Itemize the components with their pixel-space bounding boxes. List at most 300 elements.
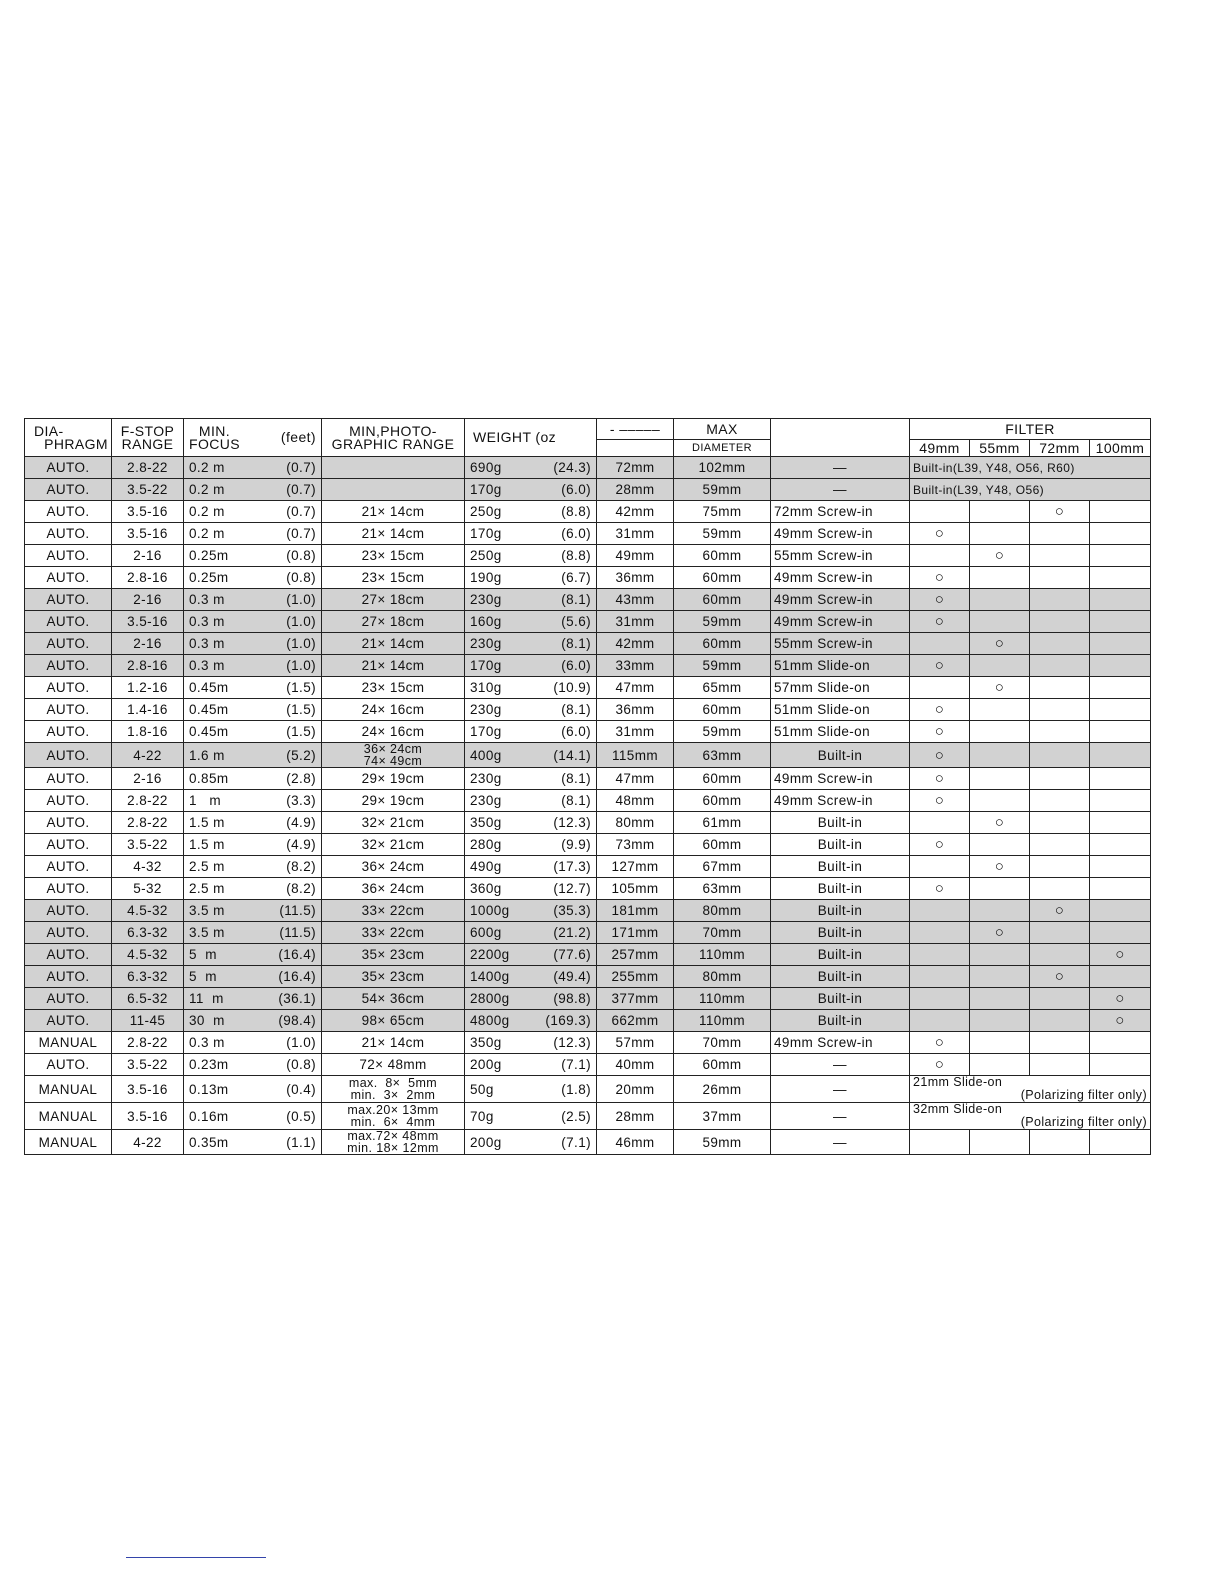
cell-filter-72 bbox=[1030, 1130, 1090, 1155]
attachment-value: 49mm Screw-in bbox=[774, 771, 873, 786]
fstop-value: 2.8-22 bbox=[127, 815, 168, 830]
cell-photo-range bbox=[322, 589, 465, 611]
max-diameter-value: 60mm bbox=[702, 548, 742, 563]
cell-attachment bbox=[771, 699, 910, 721]
cell-filter-72 bbox=[1030, 900, 1090, 922]
length-value: 31mm bbox=[615, 526, 655, 541]
weight-value: 170g bbox=[470, 482, 502, 497]
photo-range-value: 21× 14cm bbox=[361, 504, 425, 519]
weight-value: 2800g bbox=[470, 991, 510, 1006]
cell-length bbox=[597, 633, 674, 655]
cell-attachment bbox=[771, 721, 910, 743]
cell-filter-49 bbox=[910, 655, 970, 677]
cell-filter-49 bbox=[910, 988, 970, 1010]
weight-value: 230g bbox=[470, 771, 502, 786]
length-value: 40mm bbox=[615, 1057, 655, 1072]
table-row bbox=[25, 878, 1151, 900]
weight-oz: (6.0) bbox=[561, 724, 591, 739]
max-diameter-value: 59mm bbox=[702, 614, 742, 629]
fstop-value: 2-16 bbox=[133, 636, 162, 651]
fstop-value: 5-32 bbox=[133, 881, 162, 896]
cell-filter-100 bbox=[1090, 790, 1151, 812]
cell-weight bbox=[465, 479, 597, 501]
max-diameter-value: 59mm bbox=[702, 526, 742, 541]
weight-oz: (8.1) bbox=[561, 702, 591, 717]
cell-fstop bbox=[112, 944, 184, 966]
cell-filter-49 bbox=[910, 699, 970, 721]
max-diameter-value: 60mm bbox=[702, 636, 742, 651]
weight-oz: (12.3) bbox=[553, 815, 591, 830]
cell-filter-72 bbox=[1030, 655, 1090, 677]
cell-diaphragm bbox=[25, 790, 112, 812]
cell-length bbox=[597, 1010, 674, 1032]
circle-icon: ○ bbox=[1115, 946, 1125, 963]
cell-filter-55 bbox=[970, 922, 1030, 944]
weight-oz: (6.7) bbox=[561, 570, 591, 585]
cell-max-diameter bbox=[674, 523, 771, 545]
weight-oz: (2.5) bbox=[561, 1108, 591, 1124]
photo-range-value: 23× 15cm bbox=[361, 548, 425, 563]
cell-filter-49 bbox=[910, 922, 970, 944]
cell-min-focus bbox=[184, 922, 322, 944]
diaphragm-value: AUTO. bbox=[46, 570, 90, 585]
cell-fstop bbox=[112, 922, 184, 944]
table-row bbox=[25, 922, 1151, 944]
min-focus-feet: (16.4) bbox=[278, 969, 316, 984]
table-body bbox=[25, 457, 1151, 1155]
cell-weight bbox=[465, 611, 597, 633]
cell-attachment bbox=[771, 743, 910, 768]
fstop-value: 2.8-16 bbox=[127, 658, 168, 673]
max-diameter-value: 26mm bbox=[702, 1081, 742, 1097]
min-focus-value: 0.13m bbox=[189, 1081, 229, 1097]
cell-filter-72 bbox=[1030, 768, 1090, 790]
cell-length bbox=[597, 834, 674, 856]
cell-length bbox=[597, 523, 674, 545]
cell-filter-100 bbox=[1090, 633, 1151, 655]
cell-length bbox=[597, 1130, 674, 1155]
weight-value: 350g bbox=[470, 1035, 502, 1050]
cell-fstop bbox=[112, 856, 184, 878]
min-focus-value: 0.2 m bbox=[189, 504, 225, 519]
cell-min-focus bbox=[184, 812, 322, 834]
cell-length bbox=[597, 545, 674, 567]
cell-filter-55 bbox=[970, 988, 1030, 1010]
table-row bbox=[25, 856, 1151, 878]
cell-weight bbox=[465, 1076, 597, 1103]
cell-fstop bbox=[112, 1032, 184, 1054]
length-value: 255mm bbox=[611, 969, 659, 984]
col-min-focus-label bbox=[189, 422, 240, 452]
cell-filter-100 bbox=[1090, 655, 1151, 677]
min-focus-feet: (4.9) bbox=[286, 837, 316, 852]
cell-max-diameter bbox=[674, 1130, 771, 1155]
cell-attachment bbox=[771, 1130, 910, 1155]
cell-filter-100 bbox=[1090, 545, 1151, 567]
diaphragm-value: AUTO. bbox=[46, 969, 90, 984]
cell-filter-72 bbox=[1030, 1054, 1090, 1076]
cell-filter-49 bbox=[910, 834, 970, 856]
cell-fstop bbox=[112, 501, 184, 523]
cell-diaphragm bbox=[25, 567, 112, 589]
min-focus-value: 0.85m bbox=[189, 771, 229, 786]
cell-diaphragm bbox=[25, 699, 112, 721]
cell-length bbox=[597, 743, 674, 768]
cell-attachment bbox=[771, 1103, 910, 1130]
length-value: 73mm bbox=[615, 837, 655, 852]
min-focus-value: 1.6 m bbox=[189, 747, 225, 763]
min-focus-value: 5 m bbox=[189, 969, 217, 984]
cell-filter-100 bbox=[1090, 567, 1151, 589]
circle-icon: ○ bbox=[934, 880, 945, 897]
fstop-value: 3.5-16 bbox=[127, 504, 168, 519]
cell-weight bbox=[465, 655, 597, 677]
cell-fstop bbox=[112, 768, 184, 790]
col-diaphragm-l1: DIA- bbox=[34, 422, 64, 439]
table-row bbox=[25, 545, 1151, 567]
attachment-value: 51mm Slide-on bbox=[774, 658, 870, 673]
cell-diaphragm bbox=[25, 988, 112, 1010]
attachment-value: Built-in bbox=[817, 815, 863, 830]
diaphragm-value: AUTO. bbox=[46, 680, 90, 695]
cell-attachment bbox=[771, 457, 910, 479]
length-value: 48mm bbox=[615, 793, 655, 808]
min-focus-value: 0.2 m bbox=[189, 460, 225, 475]
length-value: 42mm bbox=[615, 636, 655, 651]
cell-filter-49 bbox=[910, 721, 970, 743]
attachment-value: — bbox=[833, 460, 847, 475]
circle-icon: ○ bbox=[934, 613, 945, 630]
min-focus-feet: (1.5) bbox=[286, 680, 316, 695]
cell-fstop bbox=[112, 900, 184, 922]
weight-value: 400g bbox=[470, 747, 502, 763]
table-row bbox=[25, 1076, 1151, 1103]
diaphragm-value: AUTO. bbox=[46, 881, 90, 896]
cell-diaphragm bbox=[25, 834, 112, 856]
length-value: 72mm bbox=[615, 460, 655, 475]
diaphragm-value: AUTO. bbox=[46, 460, 90, 475]
table-row bbox=[25, 1054, 1151, 1076]
diaphragm-value: AUTO. bbox=[46, 636, 90, 651]
cell-attachment bbox=[771, 922, 910, 944]
cell-max-diameter bbox=[674, 1054, 771, 1076]
cell-filter-49 bbox=[910, 900, 970, 922]
table-header bbox=[25, 419, 1151, 457]
cell-max-diameter bbox=[674, 768, 771, 790]
cell-filter-49 bbox=[910, 501, 970, 523]
cell-filter-note bbox=[910, 1103, 1151, 1130]
min-focus-feet: (98.4) bbox=[278, 1013, 316, 1028]
cell-diaphragm bbox=[25, 878, 112, 900]
cell-attachment bbox=[771, 567, 910, 589]
circle-icon: ○ bbox=[1115, 990, 1125, 1007]
cell-filter-55 bbox=[970, 545, 1030, 567]
min-focus-value: 3.5 m bbox=[189, 903, 225, 918]
cell-fstop bbox=[112, 721, 184, 743]
col-photo-range-l1: MIN,PHOTO- bbox=[349, 422, 437, 439]
min-focus-value: 2.5 m bbox=[189, 881, 225, 896]
cell-attachment bbox=[771, 655, 910, 677]
cell-filter-100 bbox=[1090, 1130, 1151, 1155]
cell-filter-72 bbox=[1030, 1010, 1090, 1032]
max-diameter-value: 60mm bbox=[702, 702, 742, 717]
cell-photo-range bbox=[322, 523, 465, 545]
min-focus-feet: (16.4) bbox=[278, 947, 316, 962]
length-value: 181mm bbox=[611, 903, 659, 918]
cell-filter-72 bbox=[1030, 1032, 1090, 1054]
weight-value: 1400g bbox=[470, 969, 510, 984]
cell-min-focus bbox=[184, 501, 322, 523]
min-focus-feet: (11.5) bbox=[279, 925, 316, 940]
cell-filter-55 bbox=[970, 743, 1030, 768]
attachment-value: — bbox=[833, 1134, 847, 1150]
circle-icon: ○ bbox=[934, 657, 945, 674]
attachment-value: Built-in bbox=[817, 747, 863, 763]
cell-filter-49 bbox=[910, 1010, 970, 1032]
weight-value: 200g bbox=[470, 1057, 502, 1072]
cell-weight bbox=[465, 812, 597, 834]
cell-weight bbox=[465, 1103, 597, 1130]
cell-max-diameter bbox=[674, 567, 771, 589]
cell-length bbox=[597, 589, 674, 611]
min-focus-value: 0.35m bbox=[189, 1134, 229, 1150]
cell-fstop bbox=[112, 611, 184, 633]
cell-photo-range bbox=[322, 1130, 465, 1155]
diaphragm-value: AUTO. bbox=[46, 859, 90, 874]
cell-min-focus bbox=[184, 1076, 322, 1103]
min-focus-value: 0.25m bbox=[189, 570, 229, 585]
filter-size-72: 72mm bbox=[1030, 440, 1090, 457]
length-value: 20mm bbox=[615, 1081, 655, 1097]
cell-fstop bbox=[112, 699, 184, 721]
cell-length bbox=[597, 1076, 674, 1103]
length-value: 36mm bbox=[615, 702, 655, 717]
min-focus-value: 0.2 m bbox=[189, 526, 225, 541]
lens-spec-table bbox=[24, 418, 1151, 1155]
max-diameter-value: 59mm bbox=[702, 724, 742, 739]
diaphragm-value: AUTO. bbox=[46, 903, 90, 918]
min-focus-value: 0.3 m bbox=[189, 658, 225, 673]
cell-max-diameter bbox=[674, 834, 771, 856]
col-fstop-l1: F-STOP bbox=[120, 422, 175, 439]
length-value: 115mm bbox=[611, 747, 658, 763]
max-diameter-value: 60mm bbox=[702, 771, 742, 786]
cell-filter-55 bbox=[970, 1130, 1030, 1155]
weight-oz: (8.1) bbox=[561, 592, 591, 607]
cell-filter-55 bbox=[970, 567, 1030, 589]
weight-oz: (7.1) bbox=[561, 1134, 591, 1150]
fstop-value: 2-16 bbox=[133, 592, 162, 607]
cell-length bbox=[597, 1054, 674, 1076]
cell-max-diameter bbox=[674, 545, 771, 567]
cell-filter-100 bbox=[1090, 944, 1151, 966]
cell-filter-100 bbox=[1090, 501, 1151, 523]
cell-min-focus bbox=[184, 966, 322, 988]
cell-min-focus bbox=[184, 611, 322, 633]
cell-diaphragm bbox=[25, 856, 112, 878]
weight-oz: (8.1) bbox=[561, 793, 591, 808]
fstop-value: 3.5-16 bbox=[127, 1081, 168, 1097]
cell-photo-range bbox=[322, 567, 465, 589]
max-diameter-value: 60mm bbox=[702, 1057, 742, 1072]
cell-fstop bbox=[112, 633, 184, 655]
cell-fstop bbox=[112, 812, 184, 834]
length-value: 662mm bbox=[611, 1013, 659, 1028]
cell-diaphragm bbox=[25, 1054, 112, 1076]
cell-filter-72 bbox=[1030, 567, 1090, 589]
max-diameter-value: 70mm bbox=[702, 925, 742, 940]
min-focus-feet: (0.7) bbox=[286, 460, 316, 475]
cell-weight bbox=[465, 699, 597, 721]
length-value: 33mm bbox=[615, 658, 655, 673]
min-focus-feet: (1.0) bbox=[286, 636, 316, 651]
cell-weight bbox=[465, 501, 597, 523]
cell-max-diameter bbox=[674, 988, 771, 1010]
cell-filter-55 bbox=[970, 1010, 1030, 1032]
length-value: 28mm bbox=[615, 482, 655, 497]
fstop-value: 2.8-22 bbox=[127, 1035, 168, 1050]
cell-min-focus bbox=[184, 1054, 322, 1076]
min-focus-feet: (0.8) bbox=[286, 548, 316, 563]
weight-oz: (6.0) bbox=[561, 526, 591, 541]
cell-fstop bbox=[112, 743, 184, 768]
cell-filter-100 bbox=[1090, 878, 1151, 900]
table-row bbox=[25, 768, 1151, 790]
table-row bbox=[25, 677, 1151, 699]
cell-attachment bbox=[771, 1032, 910, 1054]
photo-range-value-2: min. 3× 2mm bbox=[350, 1088, 436, 1102]
fstop-value: 6.5-32 bbox=[127, 991, 168, 1006]
cell-attachment bbox=[771, 523, 910, 545]
cell-filter-49 bbox=[910, 1130, 970, 1155]
photo-range-value: 32× 21cm bbox=[361, 837, 425, 852]
cell-attachment bbox=[771, 834, 910, 856]
cell-filter-100 bbox=[1090, 1032, 1151, 1054]
cell-diaphragm bbox=[25, 655, 112, 677]
filter-builtin-value: Built-in(L39, Y48, O56, R60) bbox=[913, 460, 1075, 475]
cell-min-focus bbox=[184, 768, 322, 790]
cell-length bbox=[597, 988, 674, 1010]
cell-attachment bbox=[771, 944, 910, 966]
cell-min-focus bbox=[184, 655, 322, 677]
cell-filter-100 bbox=[1090, 699, 1151, 721]
cell-filter-55 bbox=[970, 812, 1030, 834]
cell-filter-100 bbox=[1090, 922, 1151, 944]
cell-length bbox=[597, 479, 674, 501]
cell-filter-100 bbox=[1090, 523, 1151, 545]
table-row bbox=[25, 633, 1151, 655]
cell-filter-49 bbox=[910, 743, 970, 768]
weight-oz: (12.3) bbox=[553, 1035, 591, 1050]
circle-icon: ○ bbox=[1115, 1012, 1125, 1029]
weight-oz: (12.7) bbox=[553, 881, 591, 896]
min-focus-value: 0.3 m bbox=[189, 614, 225, 629]
fstop-value: 2.8-16 bbox=[127, 570, 168, 585]
table-row bbox=[25, 743, 1151, 768]
cell-fstop bbox=[112, 1054, 184, 1076]
diaphragm-value: AUTO. bbox=[46, 1013, 90, 1028]
cell-max-diameter bbox=[674, 1032, 771, 1054]
cell-photo-range bbox=[322, 479, 465, 501]
fstop-value: 1.2-16 bbox=[127, 680, 168, 695]
weight-value: 190g bbox=[470, 570, 502, 585]
photo-range-value: 32× 21cm bbox=[361, 815, 425, 830]
circle-icon: ○ bbox=[1054, 902, 1065, 919]
filter-size-49: 49mm bbox=[910, 440, 970, 457]
cell-filter-49 bbox=[910, 523, 970, 545]
cell-filter-72 bbox=[1030, 743, 1090, 768]
cell-filter-55 bbox=[970, 677, 1030, 699]
cell-filter-49 bbox=[910, 790, 970, 812]
cell-photo-range bbox=[322, 1076, 465, 1103]
cell-attachment bbox=[771, 988, 910, 1010]
length-value: 171mm bbox=[611, 925, 659, 940]
cell-filter-100 bbox=[1090, 988, 1151, 1010]
max-diameter-value: 110mm bbox=[698, 947, 745, 962]
cell-fstop bbox=[112, 1010, 184, 1032]
table-row bbox=[25, 589, 1151, 611]
cell-fstop bbox=[112, 655, 184, 677]
diaphragm-value: MANUAL bbox=[38, 1035, 98, 1050]
cell-filter-100 bbox=[1090, 768, 1151, 790]
cell-max-diameter bbox=[674, 1010, 771, 1032]
cell-diaphragm bbox=[25, 545, 112, 567]
table-row bbox=[25, 834, 1151, 856]
cell-photo-range bbox=[322, 812, 465, 834]
min-focus-value: 0.45m bbox=[189, 680, 229, 695]
attachment-value: — bbox=[833, 482, 847, 497]
cell-filter-100 bbox=[1090, 1010, 1151, 1032]
cell-length bbox=[597, 457, 674, 479]
diaphragm-value: AUTO. bbox=[46, 747, 90, 763]
cell-fstop bbox=[112, 878, 184, 900]
filter-note-l1: 32mm Slide-on bbox=[913, 1102, 1003, 1116]
diaphragm-value: AUTO. bbox=[46, 548, 90, 563]
cell-weight bbox=[465, 633, 597, 655]
cell-fstop bbox=[112, 523, 184, 545]
attachment-value: Built-in bbox=[817, 925, 863, 940]
circle-icon: ○ bbox=[934, 591, 945, 608]
cell-photo-range bbox=[322, 1032, 465, 1054]
cell-filter-55 bbox=[970, 944, 1030, 966]
attachment-value: 55mm Screw-in bbox=[774, 636, 873, 651]
length-value: 31mm bbox=[615, 614, 655, 629]
cell-photo-range bbox=[322, 966, 465, 988]
cell-filter-49 bbox=[910, 611, 970, 633]
cell-filter-100 bbox=[1090, 856, 1151, 878]
cell-attachment bbox=[771, 1010, 910, 1032]
cell-filter-49 bbox=[910, 589, 970, 611]
cell-weight bbox=[465, 1054, 597, 1076]
cell-weight bbox=[465, 856, 597, 878]
circle-icon: ○ bbox=[934, 701, 945, 718]
min-focus-value: 0.45m bbox=[189, 724, 229, 739]
col-diaphragm-l2: PHRAGM bbox=[44, 435, 108, 452]
cell-attachment bbox=[771, 479, 910, 501]
cell-min-focus bbox=[184, 900, 322, 922]
cell-filter-49 bbox=[910, 944, 970, 966]
cell-filter-49 bbox=[910, 966, 970, 988]
cell-photo-range bbox=[322, 834, 465, 856]
diaphragm-value: AUTO. bbox=[46, 815, 90, 830]
table-row bbox=[25, 812, 1151, 834]
diaphragm-value: MANUAL bbox=[38, 1134, 98, 1150]
cell-weight bbox=[465, 1010, 597, 1032]
cell-diaphragm bbox=[25, 677, 112, 699]
min-focus-feet: (0.7) bbox=[286, 526, 316, 541]
weight-oz: (1.8) bbox=[561, 1081, 591, 1097]
cell-weight bbox=[465, 1032, 597, 1054]
